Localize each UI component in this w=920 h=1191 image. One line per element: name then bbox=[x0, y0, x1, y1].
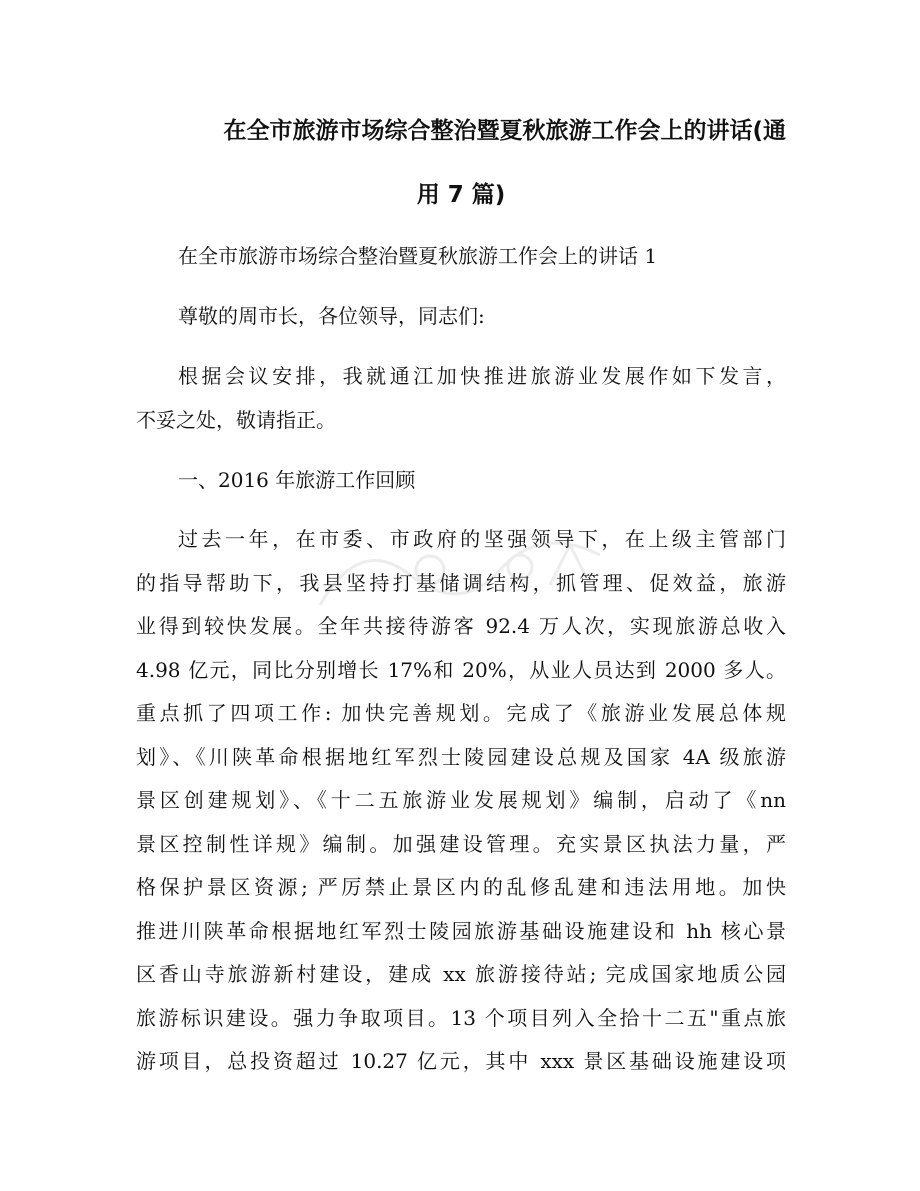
section-heading: 一、2016 年旅游工作回顾 bbox=[178, 468, 416, 492]
body-line: 的指导帮助下，我县坚持打基储调结构，抓管理、促效益，旅游 bbox=[136, 571, 786, 595]
body-line: 游项目，总投资超过 10.27 亿元，其中 xxx 景区基础设施建设项 bbox=[136, 1049, 786, 1073]
body-line: 景区创建规划》、《十二五旅游业发展规划》编制，启动了《nn bbox=[136, 788, 786, 812]
salutation: 尊敬的周市长，各位领导，同志们: bbox=[178, 304, 485, 328]
body-line: 格保护景区资源; 严厉禁止景区内的乱修乱建和违法用地。加快 bbox=[136, 875, 786, 899]
body-line: 推进川陕革命根据地红军烈士陵园旅游基础设施建设和 hh 核心景 bbox=[136, 919, 786, 943]
intro-line-2: 不妥之处，敬请指正。 bbox=[136, 408, 336, 432]
body-line: 业得到较快发展。全年共接待游客 92.4 万人次，实现旅游总收入 bbox=[136, 614, 786, 638]
document-title-line-1: 在全市旅游市场综合整治暨夏秋旅游工作会上的讲话(通 bbox=[223, 118, 786, 144]
body-line: 景区控制性详规》编制。加强建设管理。充实景区执法力量，严 bbox=[136, 832, 786, 856]
body-line: 重点抓了四项工作: 加快完善规划。完成了《旅游业发展总体规 bbox=[136, 701, 786, 725]
body-line: 过去一年，在市委、市政府的坚强领导下，在上级主管部门 bbox=[178, 527, 786, 551]
body-line: 4.98 亿元，同比分别增长 17%和 20%，从业人员达到 2000 多人。 bbox=[136, 658, 786, 682]
subtitle: 在全市旅游市场综合整治暨夏秋旅游工作会上的讲话 1 bbox=[178, 244, 658, 268]
body-line: 区香山寺旅游新村建设，建成 xx 旅游接待站; 完成国家地质公园 bbox=[136, 962, 786, 986]
intro-line-1: 根据会议安排，我就通江加快推进旅游业发展作如下发言， bbox=[178, 364, 786, 388]
body-line: 旅游标识建设。强力争取项目。13 个项目列入全拾十二五"重点旅 bbox=[136, 1006, 786, 1030]
document-title-line-2: 用 7 篇) bbox=[416, 182, 506, 208]
body-line: 划》、《川陕革命根据地红军烈士陵园建设总规及国家 4A 级旅游 bbox=[136, 745, 786, 769]
